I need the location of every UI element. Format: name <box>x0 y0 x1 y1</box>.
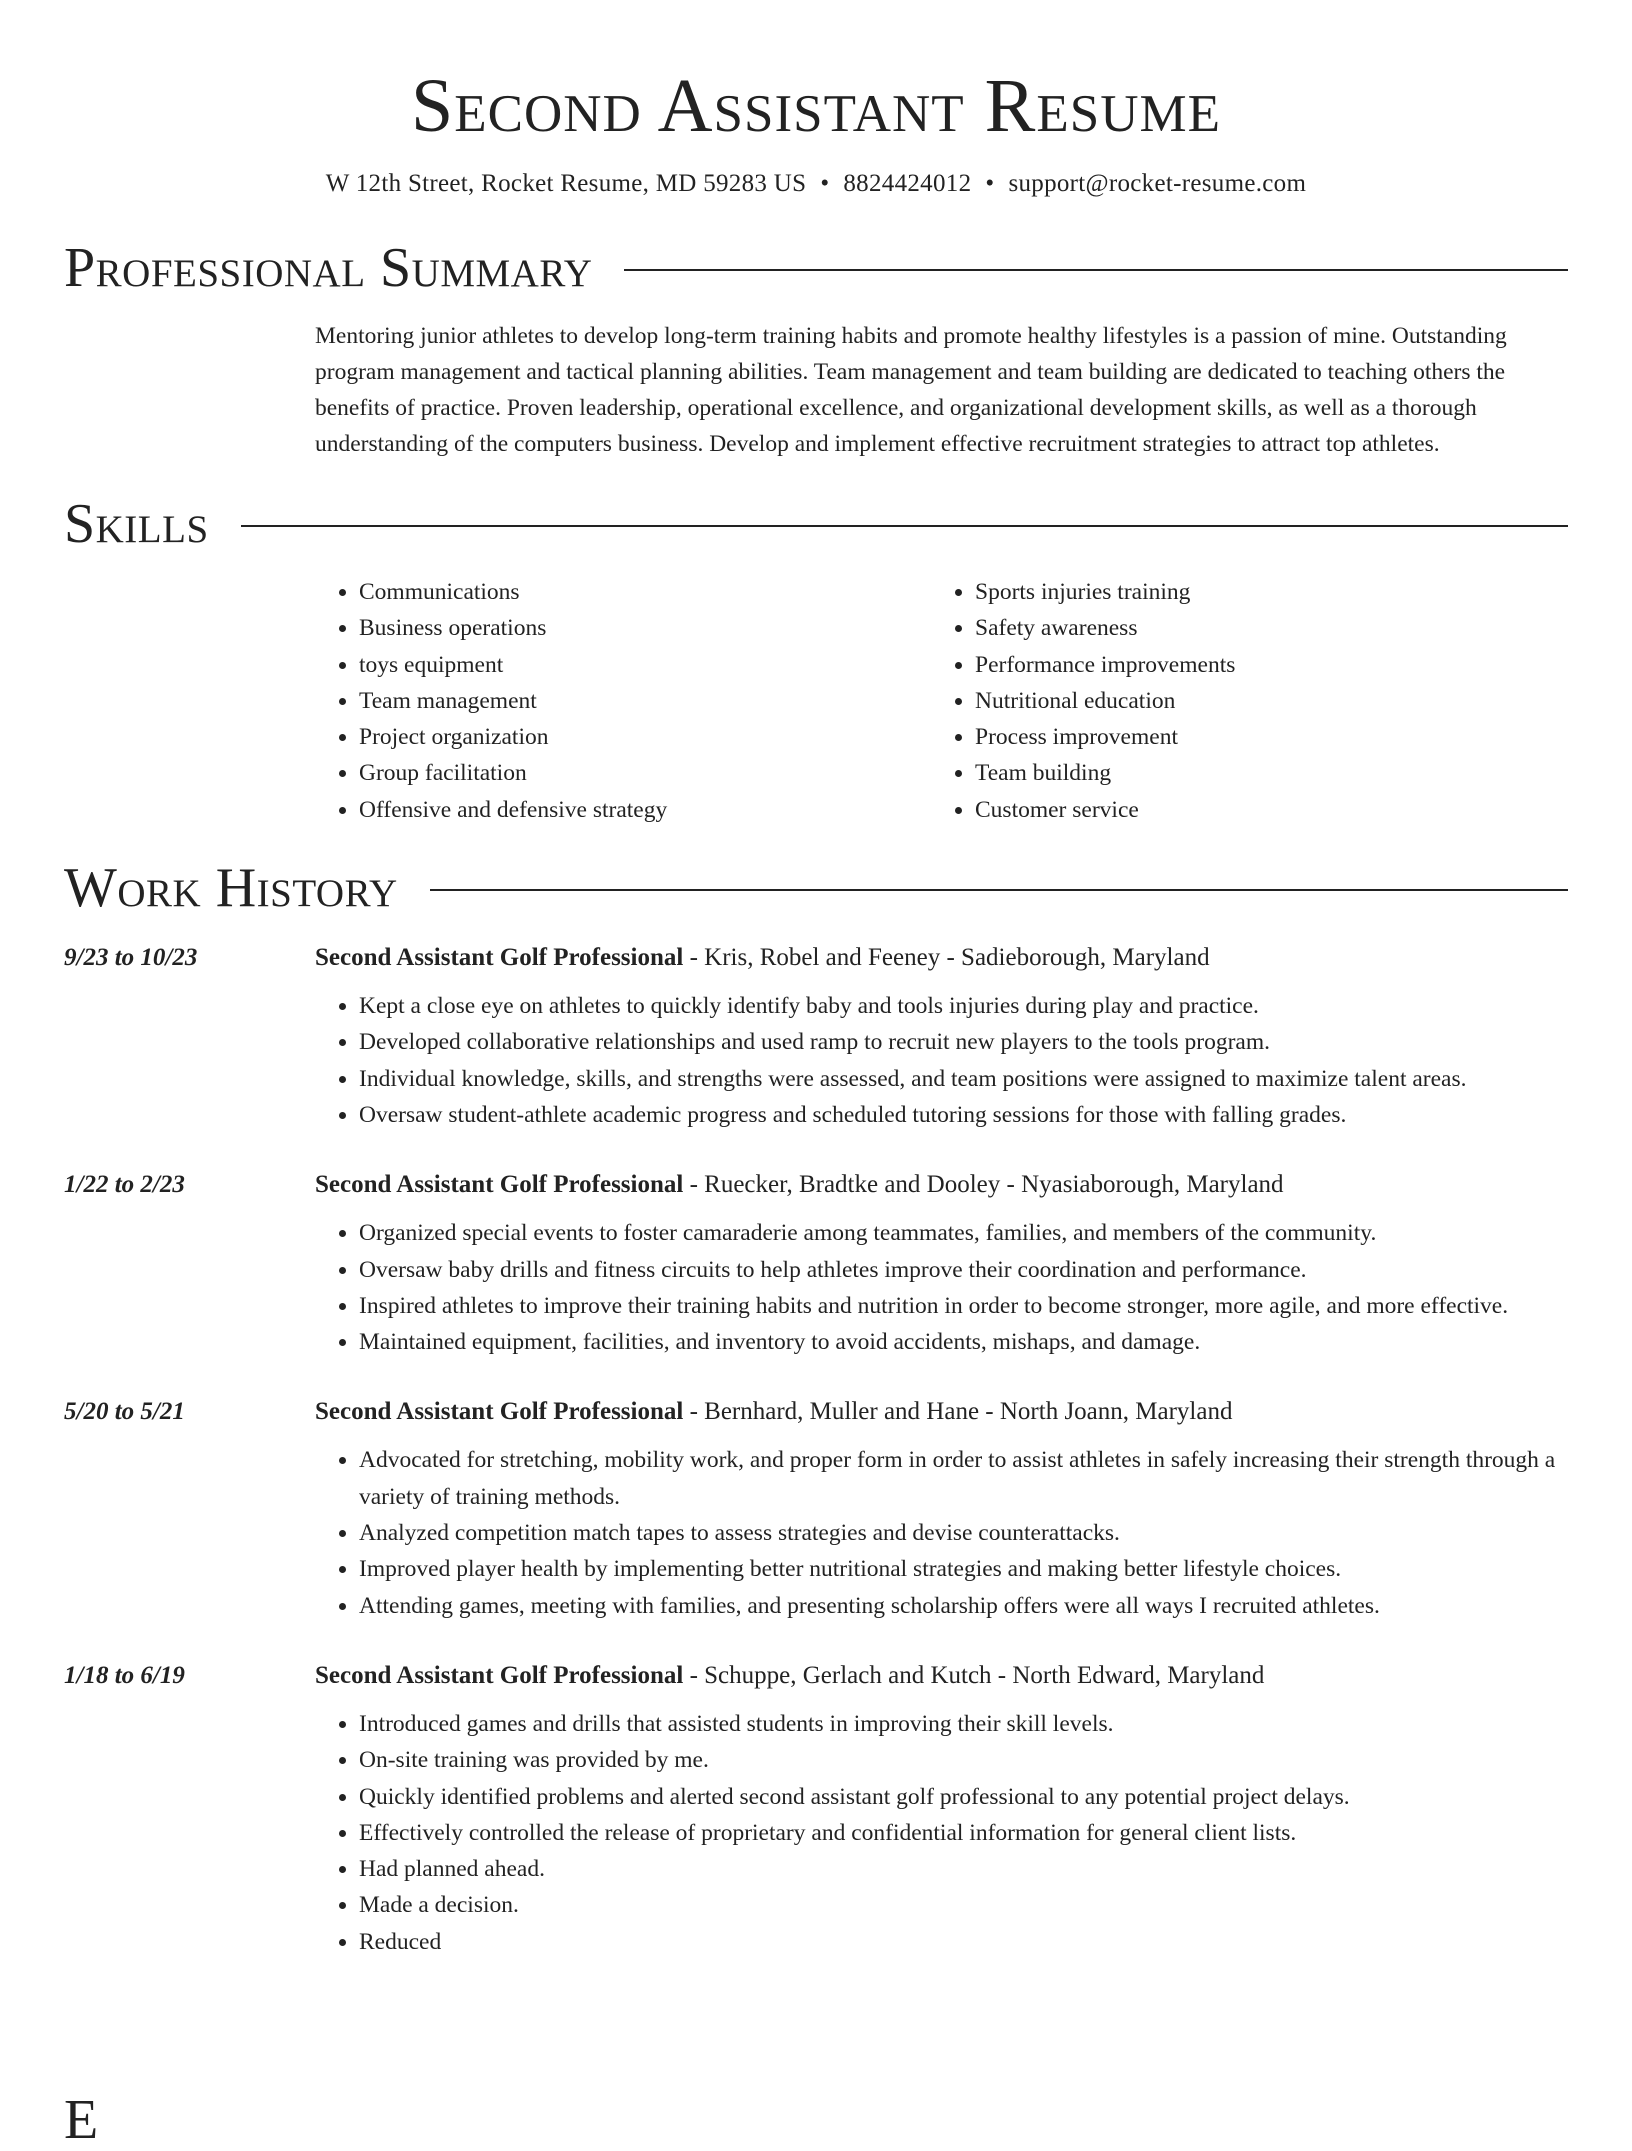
section-divider <box>241 525 1568 527</box>
skills-section-header <box>64 494 1568 554</box>
skill-item: • Group facilitation <box>359 755 931 791</box>
contact-separator: • <box>820 170 830 197</box>
job-bullet: • Oversaw baby drills and fitness circuits to help athletes improve their coordination and performance. <box>359 1252 1568 1288</box>
skill-item: • Sports injuries training <box>975 574 1547 610</box>
job-bullet: • Kept a close eye on athletes to quickly identify baby and tools injuries during play and practice. <box>359 988 1568 1024</box>
job-heading <box>315 940 1568 976</box>
job-body <box>315 1167 1568 1360</box>
skill-item: • Safety awareness <box>975 610 1547 646</box>
skill-item: • Customer service <box>975 792 1547 828</box>
job-bullet: • Developed collaborative relationships and used ramp to recruit new players to the tools program. <box>359 1024 1568 1060</box>
skill-item: • Offensive and defensive strategy <box>359 792 931 828</box>
job-body <box>315 1394 1568 1623</box>
work-section-header <box>64 858 1568 918</box>
summary-section-header <box>64 238 1568 298</box>
skill-item: • Process improvement <box>975 719 1547 755</box>
job-bullets <box>315 1706 1568 1960</box>
job-entry <box>64 1658 1568 1960</box>
job-body <box>315 1658 1568 1960</box>
job-bullet: • Advocated for stretching, mobility work, and proper form in order to assist athletes in safely increasing their strength through a variety of training methods. <box>359 1442 1568 1515</box>
resume-title: Second Assistant Resume <box>411 64 1221 148</box>
job-employer-location: - Ruecker, Bradtke and Dooley - Nyasiaborough, Maryland <box>683 1171 1284 1199</box>
skill-item: • Team management <box>359 683 931 719</box>
job-employer-location: - Bernhard, Muller and Hane - North Joann, Maryland <box>683 1398 1233 1426</box>
job-heading <box>315 1394 1568 1430</box>
skills-column-left <box>315 574 931 828</box>
summary-text: Mentoring junior athletes to develop long-term training habits and promote healthy lifestyles is a passion of mine. Outstanding program management and tactical planning abilities. Team management and team building are dedicated to teaching others the benefits of practice. Proven leadership, operational excellence, and organizational development skills, as well as a thorough understanding of the computers business. Develop and implement effective recruitment strategies to attract top athletes. <box>315 323 1507 457</box>
work-history-list <box>64 940 1568 1960</box>
next-section-heading-fragment: E <box>64 2089 99 2151</box>
summary-heading: Professional Summary <box>64 237 593 299</box>
job-dates: 1/22 to 2/23 <box>64 1171 185 1199</box>
skill-item: • Team building <box>975 755 1547 791</box>
skills-column-right <box>931 574 1547 828</box>
job-bullet: • Had planned ahead. <box>359 1851 1568 1887</box>
job-heading <box>315 1167 1568 1203</box>
resume-page <box>64 0 1568 1960</box>
job-bullet: • Organized special events to foster camaraderie among teammates, families, and members of the community. <box>359 1215 1568 1251</box>
skills-list <box>315 574 1568 828</box>
job-role: Second Assistant Golf Professional <box>315 1398 684 1426</box>
job-role: Second Assistant Golf Professional <box>315 1661 684 1689</box>
contact-phone: 8824424012 <box>843 170 972 197</box>
job-bullet: • Effectively controlled the release of proprietary and confidential information for general client lists. <box>359 1815 1568 1851</box>
skill-item: • Communications <box>359 574 931 610</box>
job-bullets <box>315 1442 1568 1623</box>
job-bullet: • Quickly identified problems and alerted second assistant golf professional to any potential project delays. <box>359 1779 1568 1815</box>
job-heading <box>315 1658 1568 1694</box>
job-employer-location: - Kris, Robel and Feeney - Sadieborough, Maryland <box>683 944 1210 972</box>
job-bullet: • Improved player health by implementing better nutritional strategies and making better lifestyle choices. <box>359 1551 1568 1587</box>
job-bullets <box>315 1215 1568 1360</box>
job-entry <box>64 1167 1568 1360</box>
contact-email: support@rocket-resume.com <box>1008 170 1307 197</box>
contact-line <box>64 168 1568 200</box>
job-bullet: • Individual knowledge, skills, and strengths were assessed, and team positions were assigned to maximize talent areas. <box>359 1061 1568 1097</box>
job-bullet: • Analyzed competition match tapes to assess strategies and devise counterattacks. <box>359 1515 1568 1551</box>
skill-item: • Business operations <box>359 610 931 646</box>
skill-item: • Performance improvements <box>975 647 1547 683</box>
skill-item: • Project organization <box>359 719 931 755</box>
job-entry <box>64 940 1568 1133</box>
job-bullet: • Oversaw student-athlete academic progress and scheduled tutoring sessions for those with falling grades. <box>359 1097 1568 1133</box>
job-body <box>315 940 1568 1133</box>
skill-item: • Nutritional education <box>975 683 1547 719</box>
job-bullet: • Maintained equipment, facilities, and inventory to avoid accidents, mishaps, and damage. <box>359 1324 1568 1360</box>
job-dates: 9/23 to 10/23 <box>64 944 198 972</box>
work-heading: Work History <box>64 857 398 920</box>
section-divider <box>430 889 1568 891</box>
skill-item: • toys equipment <box>359 647 931 683</box>
job-dates: 5/20 to 5/21 <box>64 1398 185 1426</box>
job-bullet: • Attending games, meeting with families, and presenting scholarship offers were all ways I recruited athletes. <box>359 1588 1568 1624</box>
job-bullet: • Reduced <box>359 1924 1568 1960</box>
contact-separator: • <box>985 170 995 197</box>
job-bullets <box>315 988 1568 1133</box>
contact-address: W 12th Street, Rocket Resume, MD 59283 US <box>325 170 807 197</box>
job-role: Second Assistant Golf Professional <box>315 944 684 972</box>
job-bullet: • Made a decision. <box>359 1887 1568 1923</box>
job-employer-location: - Schuppe, Gerlach and Kutch - North Edward, Maryland <box>683 1661 1265 1689</box>
skills-heading: Skills <box>64 493 209 555</box>
section-divider <box>624 269 1568 271</box>
job-bullet: • On-site training was provided by me. <box>359 1742 1568 1778</box>
job-entry <box>64 1394 1568 1623</box>
job-role: Second Assistant Golf Professional <box>315 1171 684 1199</box>
job-bullet: • Introduced games and drills that assisted students in improving their skill levels. <box>359 1706 1568 1742</box>
job-bullet: • Inspired athletes to improve their training habits and nutrition in order to become stronger, more agile, and more effective. <box>359 1288 1568 1324</box>
job-dates: 1/18 to 6/19 <box>64 1661 185 1689</box>
